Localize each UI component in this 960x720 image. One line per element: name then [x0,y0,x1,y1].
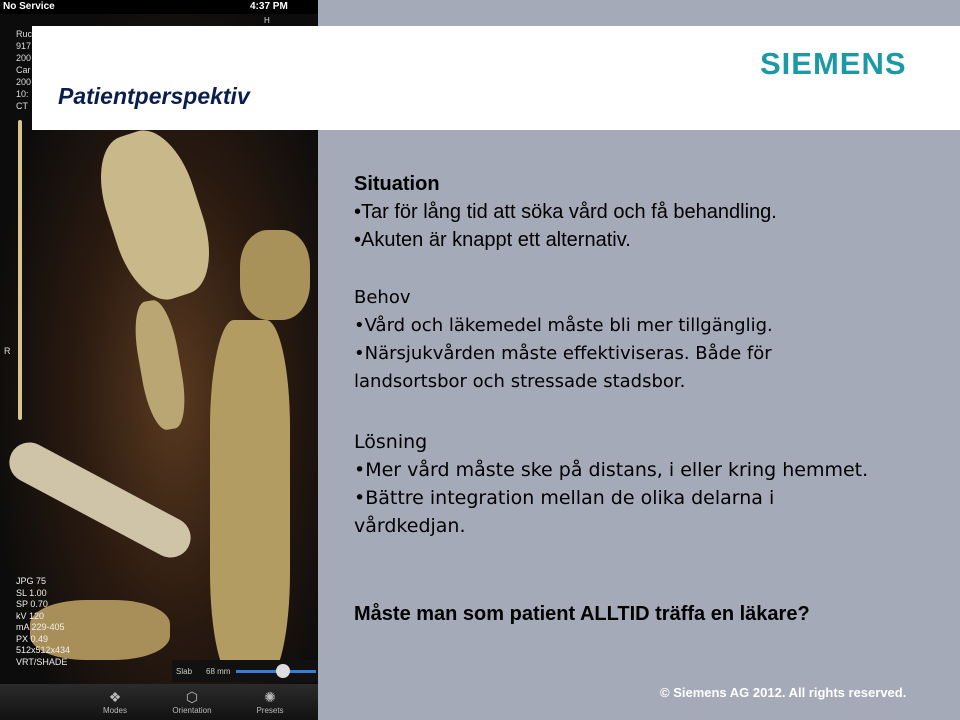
section-losning [354,428,868,540]
modes-label: Modes [102,706,127,715]
section-heading: Behov [354,287,411,308]
scan-param-line: mA 229-405 [16,622,65,632]
scan-info-top [16,28,32,112]
siemens-logo: SIEMENS [760,46,907,81]
scan-param-line: VRT/SHADE [16,656,68,667]
scan-info-line: Car [16,65,31,75]
scan-param-line: SP 0.70 [16,599,48,609]
bullet-text: •Tar för lång tid att söka vård och få behandling. [354,201,777,223]
scan-info-line: CT [16,101,28,111]
slab-slider-bar [172,660,318,682]
bullet-text: •Närsjukvården måste effektiviseras. Både för [354,343,772,364]
scan-param-line: SL 1.00 [16,587,47,598]
section-heading: Situation [354,173,440,195]
scan-info-line: Ruc [16,29,33,39]
carrier-text: No Service [3,1,55,12]
orientation-icon: ⬡ [185,689,199,705]
presets-label: Presets [256,706,284,715]
slab-slider-handle[interactable] [276,664,290,678]
section-heading: Lösning [354,431,428,453]
scan-info-line: 917 [16,41,32,51]
collarbone-shape [2,435,197,564]
scan-param-line: PX 0.49 [16,633,49,644]
scan-info-line: 10: [16,89,29,99]
orientation-button[interactable] [157,688,227,715]
slide-header [32,26,960,130]
orientation-marker-r: R [4,346,11,356]
bullet-text: •Akuten är knappt ett alternativ. [354,229,631,251]
scan-param-line: JPG 75 [16,576,47,586]
scan-info-bottom [16,576,70,668]
presets-icon: ✺ [264,689,276,705]
scan-param-line: 512x512x434 [16,645,71,655]
key-question: Måste man som patient ALLTID träffa en läkare? [354,603,810,625]
copyright-notice: © Siemens AG 2012. All rights reserved. [660,685,907,700]
bullet-text: •Bättre integration mellan de olika delarna i [354,487,775,509]
bullet-text: •Mer vård måste ske på distans, i eller kring hemmet. [354,459,869,481]
scan-info-line: 200 [16,77,32,87]
section-situation [354,170,777,254]
modes-icon: ❖ [108,689,122,705]
bullet-text: landsortsbor och stressade stadsbor. [354,371,686,392]
orientation-label: Orientation [172,706,212,715]
jaw-shape [129,298,191,433]
slide-title: Patientperspektiv [58,83,250,109]
scan-ruler [18,120,22,420]
slab-value: 68 mm [206,667,231,676]
slab-label: Slab [176,667,193,676]
orientation-marker-h: H [264,16,270,25]
section-behov [354,284,773,396]
phone-toolbar [0,684,318,720]
spine-shape [210,320,290,680]
bullet-text: vårdkedjan. [354,515,466,537]
presets-button[interactable] [235,688,305,715]
phone-status-bar [0,0,318,14]
scan-info-line: 200 [16,53,32,63]
modes-button[interactable] [80,688,150,715]
clock-text: 4:37 PM [250,1,288,12]
skull-shape [86,120,224,309]
vertebra-shape [240,230,310,320]
bullet-text: •Vård och läkemedel måste bli mer tillgänglig. [354,315,773,336]
scan-param-line: kV 120 [16,610,45,621]
